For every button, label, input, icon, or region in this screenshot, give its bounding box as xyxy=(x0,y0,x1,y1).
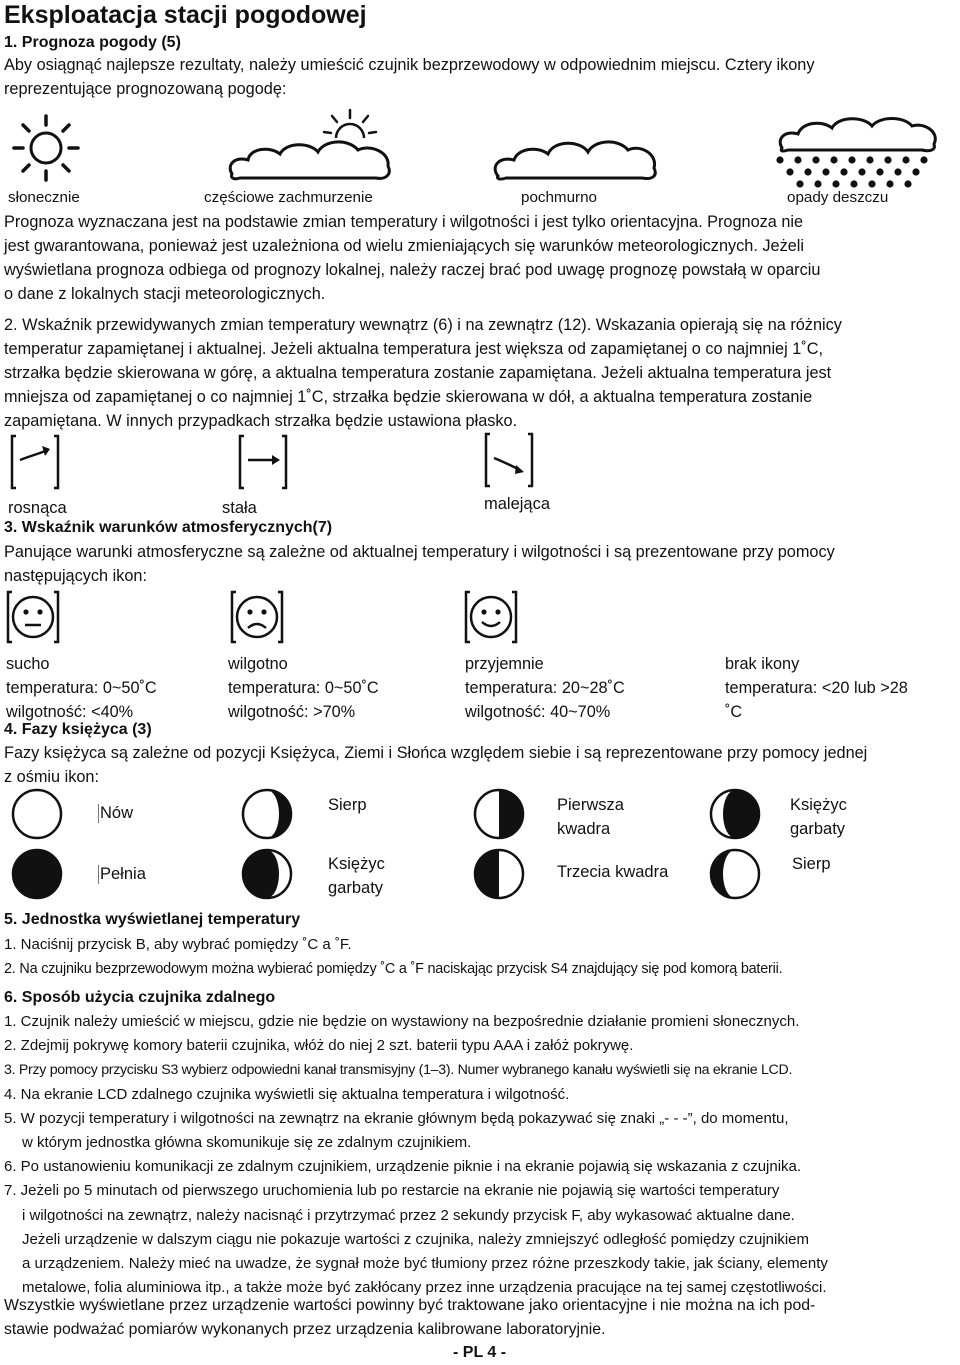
closing-note xyxy=(4,1294,815,1342)
section-3-heading: 3. Wskaźnik warunków atmosferycznych(7) xyxy=(4,519,333,536)
text-line: reprezentujące prognozowaną pogodę: xyxy=(4,80,287,98)
arrow-rising-icon xyxy=(8,434,62,490)
text-line: 2. Na czujniku bezprzewodowym można wybierać pomiędzy ˚C a ˚F naciskając przycisk S4 znajdujący się pod komorą baterii. xyxy=(4,961,783,977)
text-line: a urządzeniem. Należy mieć na uwadze, że sygnał może być tłumiony przez różne przeszkody takie, jak ściany, elementy xyxy=(22,1255,828,1273)
waxing-gibbous-icon xyxy=(708,787,762,841)
condition-temp: temperatura: <20 lub >28 xyxy=(725,679,908,697)
text-line: strzałka będzie skierowana w górę, a aktualna temperatura zostanie zapamiętana. Jeżeli aktualna temperatura jest xyxy=(4,364,832,382)
section-6-body xyxy=(4,1010,828,1300)
condition-pleasant xyxy=(465,652,625,724)
moon-label-waning-crescent: Sierp xyxy=(792,855,831,873)
section-5-heading: 5. Jednostka wyświetlanej temperatury xyxy=(4,911,301,928)
condition-humid xyxy=(228,652,379,724)
partly-cloudy-icon xyxy=(226,108,396,184)
moon-label-waxing-gibbous: Księżyc garbaty xyxy=(790,796,847,838)
arrow-label-rising: rosnąca xyxy=(8,499,67,517)
text-line: 2. Wskaźnik przewidywanych zmian temperatury wewnątrz (6) i na zewnątrz (12). Wskazania opierają się na różnicy xyxy=(4,316,842,334)
moon-label-new: Nów xyxy=(100,804,134,822)
condition-name: przyjemnie xyxy=(465,655,544,673)
text-line: w którym jednostka główna skomunikuje się ze zdalnym czujnikiem. xyxy=(22,1134,472,1152)
new-moon-icon xyxy=(10,787,64,841)
text-line: zapamiętana. W innych przypadkach strzałka będzie ustawiona płasko. xyxy=(4,412,518,430)
moon-label-first-quarter: Pierwsza kwadra xyxy=(557,796,624,838)
rain-icon xyxy=(770,116,940,188)
full-moon-icon xyxy=(10,847,64,901)
last-quarter-icon xyxy=(472,847,526,901)
condition-temp: temperatura: 20~28˚C xyxy=(465,679,625,697)
condition-temp: temperatura: 0~50˚C xyxy=(228,679,379,697)
condition-temp: temperatura: 0~50˚C xyxy=(6,679,157,697)
weather-label-rain: opady deszczu xyxy=(787,189,889,206)
sad-face-icon xyxy=(228,588,286,646)
first-quarter-icon xyxy=(472,787,526,841)
text-line: następujących ikon: xyxy=(4,567,148,585)
text-line: wyświetlana prognoza odbiega od prognozy lokalnej, należy raczej brać pod uwagę prognozę powstałą w oparciu xyxy=(4,261,821,279)
text-line: metalowe, folia aluminiowa itp., a także może być zakłócany przez inne urządzenia pracujące na tej samej częstotliwości. xyxy=(22,1279,827,1297)
arrow-label-steady: stała xyxy=(222,499,257,517)
page-footer: - PL 4 - xyxy=(453,1344,507,1361)
condition-name: brak ikony xyxy=(725,655,800,673)
moon-label-last-quarter: Trzecia kwadra xyxy=(557,863,669,881)
moon-label-full: Pełnia xyxy=(100,865,146,883)
waning-gibbous-icon xyxy=(240,847,294,901)
weather-label-partly-cloudy: częściowe zachmurzenie xyxy=(204,189,373,206)
text-line: Wszystkie wyświetlane przez urządzenie wartości powinny być traktowane jako orientacyjne i nie można na ich pod- xyxy=(4,1297,816,1314)
sun-icon xyxy=(10,112,82,184)
arrow-falling-icon xyxy=(482,432,536,488)
text-line: jest gwarantowana, ponieważ jest uzależniona od wielu zmieniających się warunków meteorologicznych. Jeżeli xyxy=(4,237,805,255)
section-1-heading: 1. Prognoza pogody (5) xyxy=(4,34,181,51)
text-line: 5. W pozycji temperatury i wilgotności na zewnątrz na ekranie głównym będą pokazywać się znaki „- - -”, do momentu, xyxy=(4,1109,789,1127)
condition-no-icon xyxy=(725,652,908,724)
moon-label-waxing-crescent: Sierp xyxy=(328,796,367,814)
condition-humidity: wilgotność: <40% xyxy=(6,703,134,721)
moon-label-waning-gibbous: Księżyc garbaty xyxy=(328,855,385,897)
text-line: 6. Po ustanowieniu komunikacji ze zdalnym czujnikiem, urządzenie piknie i na ekranie pojawią się wskazania z czujnika. xyxy=(4,1158,802,1176)
text-line: Prognoza wyznaczana jest na podstawie zmian temperatury i wilgotności i jest tylko orientacyjna. Prognoza nie xyxy=(4,213,804,231)
neutral-face-icon xyxy=(4,588,62,646)
text-line: 4. Na ekranie LCD zdalnego czujnika wyświetli się aktualna temperatura i wilgotność. xyxy=(4,1085,570,1103)
section-3-intro xyxy=(4,540,835,588)
text-line: Jeżeli urządzenie w dalszym ciągu nie pokazuje wartości z czujnika, należy zmniejszyć odległość pomiędzy czujnikiem xyxy=(22,1230,810,1248)
text-line: mniejsza od zapamiętanej o co najmniej 1˚C, strzałka będzie skierowana w dół, a aktualna temperatura zostanie xyxy=(4,388,813,406)
text-line: z ośmiu ikon: xyxy=(4,768,100,786)
happy-face-icon xyxy=(462,588,520,646)
page-title: Eksploatacja stacji pogodowej xyxy=(4,1,367,29)
section-2-body xyxy=(4,313,842,433)
waning-crescent-icon xyxy=(708,847,762,901)
condition-humidity: wilgotność: 40~70% xyxy=(465,703,611,721)
text-line: 1. Czujnik należy umieścić w miejscu, gdzie nie będzie on wystawiony na bezpośrednie działanie promieni słonecznych. xyxy=(4,1013,800,1030)
text-line: 3. Przy pomocy przycisku S3 wybierz odpowiedni kanał transmisyjny (1–3). Numer wybranego kanału wyświetli się na ekranie LCD. xyxy=(4,1062,793,1079)
section-1-intro xyxy=(4,53,815,101)
text-line: 7. Jeżeli po 5 minutach od pierwszego uruchomienia lub po restarcie na ekranie nie pojawią się wartości temperatury xyxy=(4,1182,780,1200)
condition-name: sucho xyxy=(6,655,50,673)
text-line: Panujące warunki atmosferyczne są zależne od aktualnej temperatury i wilgotności i są prezentowane przy pomocy xyxy=(4,543,835,561)
weather-label-cloudy: pochmurno xyxy=(521,189,597,206)
cloudy-icon xyxy=(490,122,660,184)
text-line: Aby osiągnąć najlepsze rezultaty, należy umieścić czujnik bezprzewodowy w odpowiednim miejscu. Cztery ikony xyxy=(4,56,815,74)
weather-label-sunny: słonecznie xyxy=(8,189,80,206)
arrow-steady-icon xyxy=(236,434,290,490)
condition-dry xyxy=(6,652,157,724)
text-line: temperatur zapamiętanej i aktualnej. Jeżeli aktualna temperatura jest większa od zapamiętanej o co najmniej 1˚C, xyxy=(4,340,824,358)
section-5-body xyxy=(4,933,782,981)
text-line: 2. Zdejmij pokrywę komory baterii czujnika, włóż do niej 2 szt. baterii typu AAA i załóż pokrywę. xyxy=(4,1037,634,1055)
text-line: i wilgotności na zewnątrz, należy nacisnąć i przytrzymać przez 2 sekundy przycisk F, aby wykasować aktualne dane. xyxy=(22,1206,795,1224)
section-1-body xyxy=(4,210,820,306)
section-4-intro xyxy=(4,741,867,789)
section-4-heading: 4. Fazy księżyca (3) xyxy=(4,721,152,738)
arrow-label-falling: malejąca xyxy=(484,495,551,513)
condition-humidity: ˚C xyxy=(725,703,743,721)
condition-humidity: wilgotność: >70% xyxy=(228,703,356,721)
text-line: stawie podważać pomiarów wykonanych przez urządzenia kalibrowane laboratoryjnie. xyxy=(4,1321,606,1338)
text-line: Fazy księżyca są zależne od pozycji Księżyca, Ziemi i Słońca względem siebie i są reprezentowane przy pomocy jednej xyxy=(4,744,868,762)
text-line: 1. Naciśnij przycisk B, aby wybrać pomiędzy ˚C a ˚F. xyxy=(4,936,352,953)
section-6-heading: 6. Sposób użycia czujnika zdalnego xyxy=(4,989,276,1006)
text-line: o dane z lokalnych stacji meteorologicznych. xyxy=(4,285,326,303)
waxing-crescent-icon xyxy=(240,787,294,841)
condition-name: wilgotno xyxy=(228,655,288,673)
